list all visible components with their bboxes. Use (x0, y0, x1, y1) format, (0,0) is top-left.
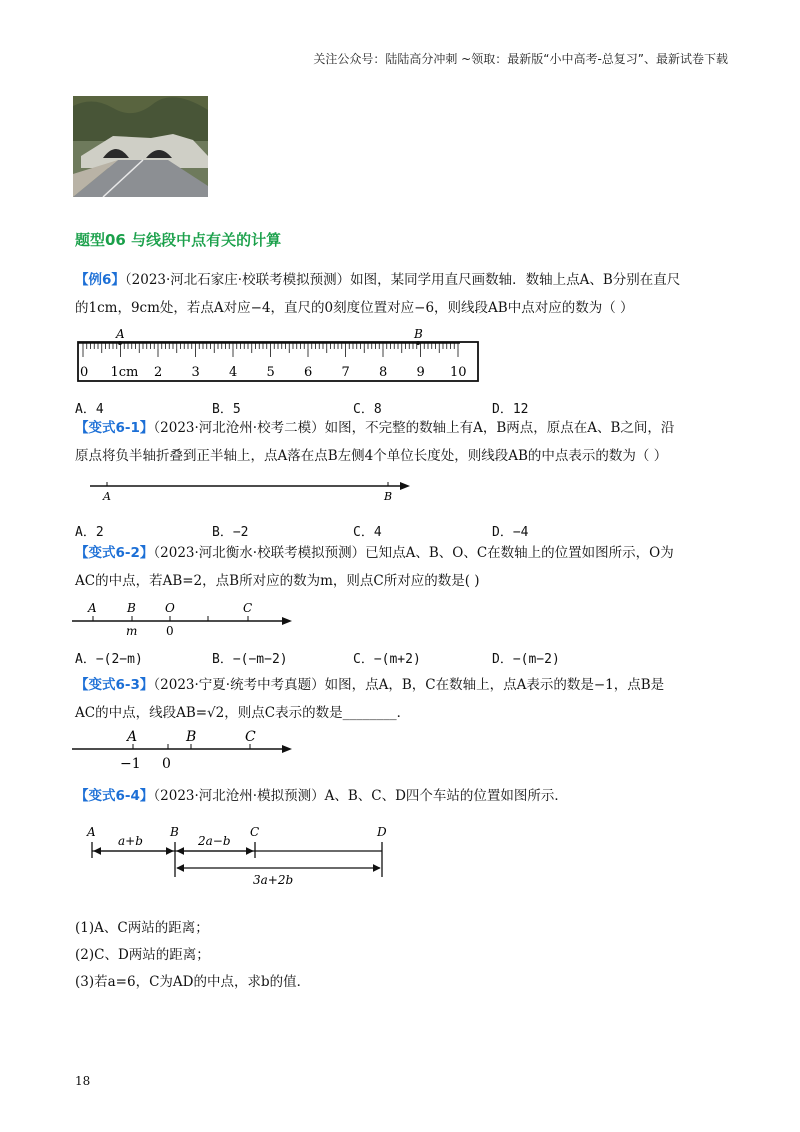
ruler-tick-labels (80, 365, 467, 380)
variant64-stem (75, 782, 725, 810)
variant63-stem (75, 671, 725, 727)
label-b: B (127, 601, 136, 615)
ruler-tick-label: 0 (80, 365, 89, 380)
header-note: 关注公众号：陆陆高分冲刺 ~领取：最新版“小中高考-总复习”、最新试卷下载 (313, 52, 728, 66)
tunnel-photo (73, 96, 208, 197)
variant61-option-a[interactable]: A．2 (75, 525, 104, 540)
label-b: B (186, 729, 197, 745)
label-zero: 0 (166, 624, 174, 638)
label-bc-length: 2a−b (198, 834, 231, 848)
numberline-arrow (400, 482, 410, 490)
question-3: (3)若a=6，C为AD的中点，求b的值． (75, 974, 311, 990)
label-o: O (165, 601, 175, 615)
variant64-questions (75, 915, 310, 996)
label-a: A (103, 490, 111, 503)
variant64-text1: （2023·河北沧州·模拟预测）A、B、C、D四个车站的位置如图所示． (153, 788, 568, 804)
variant62-tag: 【变式6-2】 (75, 545, 154, 561)
ruler-tick-label: 7 (341, 365, 350, 380)
variant61-numberline (70, 476, 420, 504)
ruler-tick-label: 10 (450, 365, 467, 380)
label-c: C (245, 729, 256, 745)
label-c: C (250, 825, 260, 839)
label-a: A (88, 601, 97, 615)
example6-tag: 【例6】 (75, 272, 125, 288)
variant63-text2: AC的中点，线段AB=√2，则点C表示的数是________． (75, 705, 411, 721)
page-number: 18 (75, 1074, 91, 1088)
ruler-label-b: B (414, 327, 423, 341)
variant62-numberline (70, 598, 300, 640)
variant62-option-b[interactable]: B．−(−m−2) (212, 652, 288, 667)
label-d: D (377, 825, 387, 839)
label-a: A (127, 729, 138, 745)
example6-text1: （2023·河北石家庄·校联考模拟预测）如图，某同学用直尺画数轴．数轴上点A、B分别在直尺 (124, 272, 681, 288)
label-a: A (87, 825, 96, 839)
label-zero: 0 (162, 756, 171, 772)
ruler-ticks (83, 343, 458, 357)
variant62-option-d[interactable]: D．−(m−2) (492, 652, 560, 667)
ruler-tick-label: 3 (191, 365, 200, 380)
example6-option-c[interactable]: C．8 (353, 402, 382, 417)
label-c: C (243, 601, 253, 615)
label-bd-length: 3a+2b (253, 873, 294, 887)
variant61-text1: （2023·河北沧州·校考二模）如图，不完整的数轴上有A，B两点，原点在A、B之间，沿 (153, 420, 675, 436)
variant63-tag: 【变式6-3】 (75, 677, 154, 693)
variant61-stem (75, 414, 725, 470)
ruler-tick-label: 6 (304, 365, 313, 380)
ruler-tick-label: 2 (154, 365, 163, 380)
variant61-tag: 【变式6-1】 (75, 420, 154, 436)
ruler-tick-label: 8 (379, 365, 388, 380)
variant62-text2: AC的中点，若AB=2，点B所对应的数为m，则点C所对应的数是( ) (75, 573, 480, 589)
stations-diagram (80, 822, 400, 888)
example6-option-b[interactable]: B．5 (212, 402, 241, 417)
label-m: m (126, 624, 138, 638)
variant62-text1: （2023·河北衡水·校联考模拟预测）已知点A、B、O、C在数轴上的位置如图所示，O为 (153, 545, 674, 561)
variant64-tag: 【变式6-4】 (75, 788, 154, 804)
ruler-tick-label: 5 (266, 365, 275, 380)
example6-text2: 的1cm，9cm处，若点A对应−4，直尺的0刻度位置对应−6，则线段AB中点对应的数为（ ） (75, 300, 634, 316)
variant61-option-d[interactable]: D．−4 (492, 525, 529, 540)
label-b: B (170, 825, 179, 839)
ruler-point-a (118, 341, 122, 345)
ruler-figure (70, 326, 490, 388)
label-b: B (384, 490, 393, 503)
question-2: (2)C、D两站的距离； (75, 947, 210, 963)
numberline-arrow (282, 745, 292, 753)
ruler-tick-label: 9 (416, 365, 425, 380)
variant61-text2: 原点将负半轴折叠到正半轴上，点A落在点B左侧4个单位长度处，则线段AB的中点表示的数为（ ） (75, 448, 668, 464)
variant63-numberline (70, 726, 300, 774)
question-1: (1)A、C两站的距离； (75, 920, 209, 936)
ruler-tick-label: 1cm (110, 365, 139, 380)
variant63-text1: （2023·宁夏·统考中考真题）如图，点A，B，C在数轴上，点A表示的数是−1，点B是 (153, 677, 665, 693)
example6-option-d[interactable]: D．12 (492, 402, 529, 417)
label-ab-length: a+b (118, 834, 143, 848)
ruler-label-a: A (116, 327, 125, 341)
variant61-option-c[interactable]: C．4 (353, 525, 382, 540)
section-title: 题型06 与线段中点有关的计算 (75, 231, 282, 249)
ruler-tick-label: 4 (229, 365, 238, 380)
example6-option-a[interactable]: A．4 (75, 402, 104, 417)
variant62-stem (75, 539, 725, 595)
variant62-option-a[interactable]: A．−(2−m) (75, 652, 143, 667)
variant61-option-b[interactable]: B．−2 (212, 525, 249, 540)
numberline-arrow (282, 617, 292, 625)
example6-stem (75, 266, 725, 322)
ruler-point-b (416, 341, 420, 345)
variant62-option-c[interactable]: C．−(m+2) (353, 652, 421, 667)
label-neg1: −1 (120, 756, 141, 772)
